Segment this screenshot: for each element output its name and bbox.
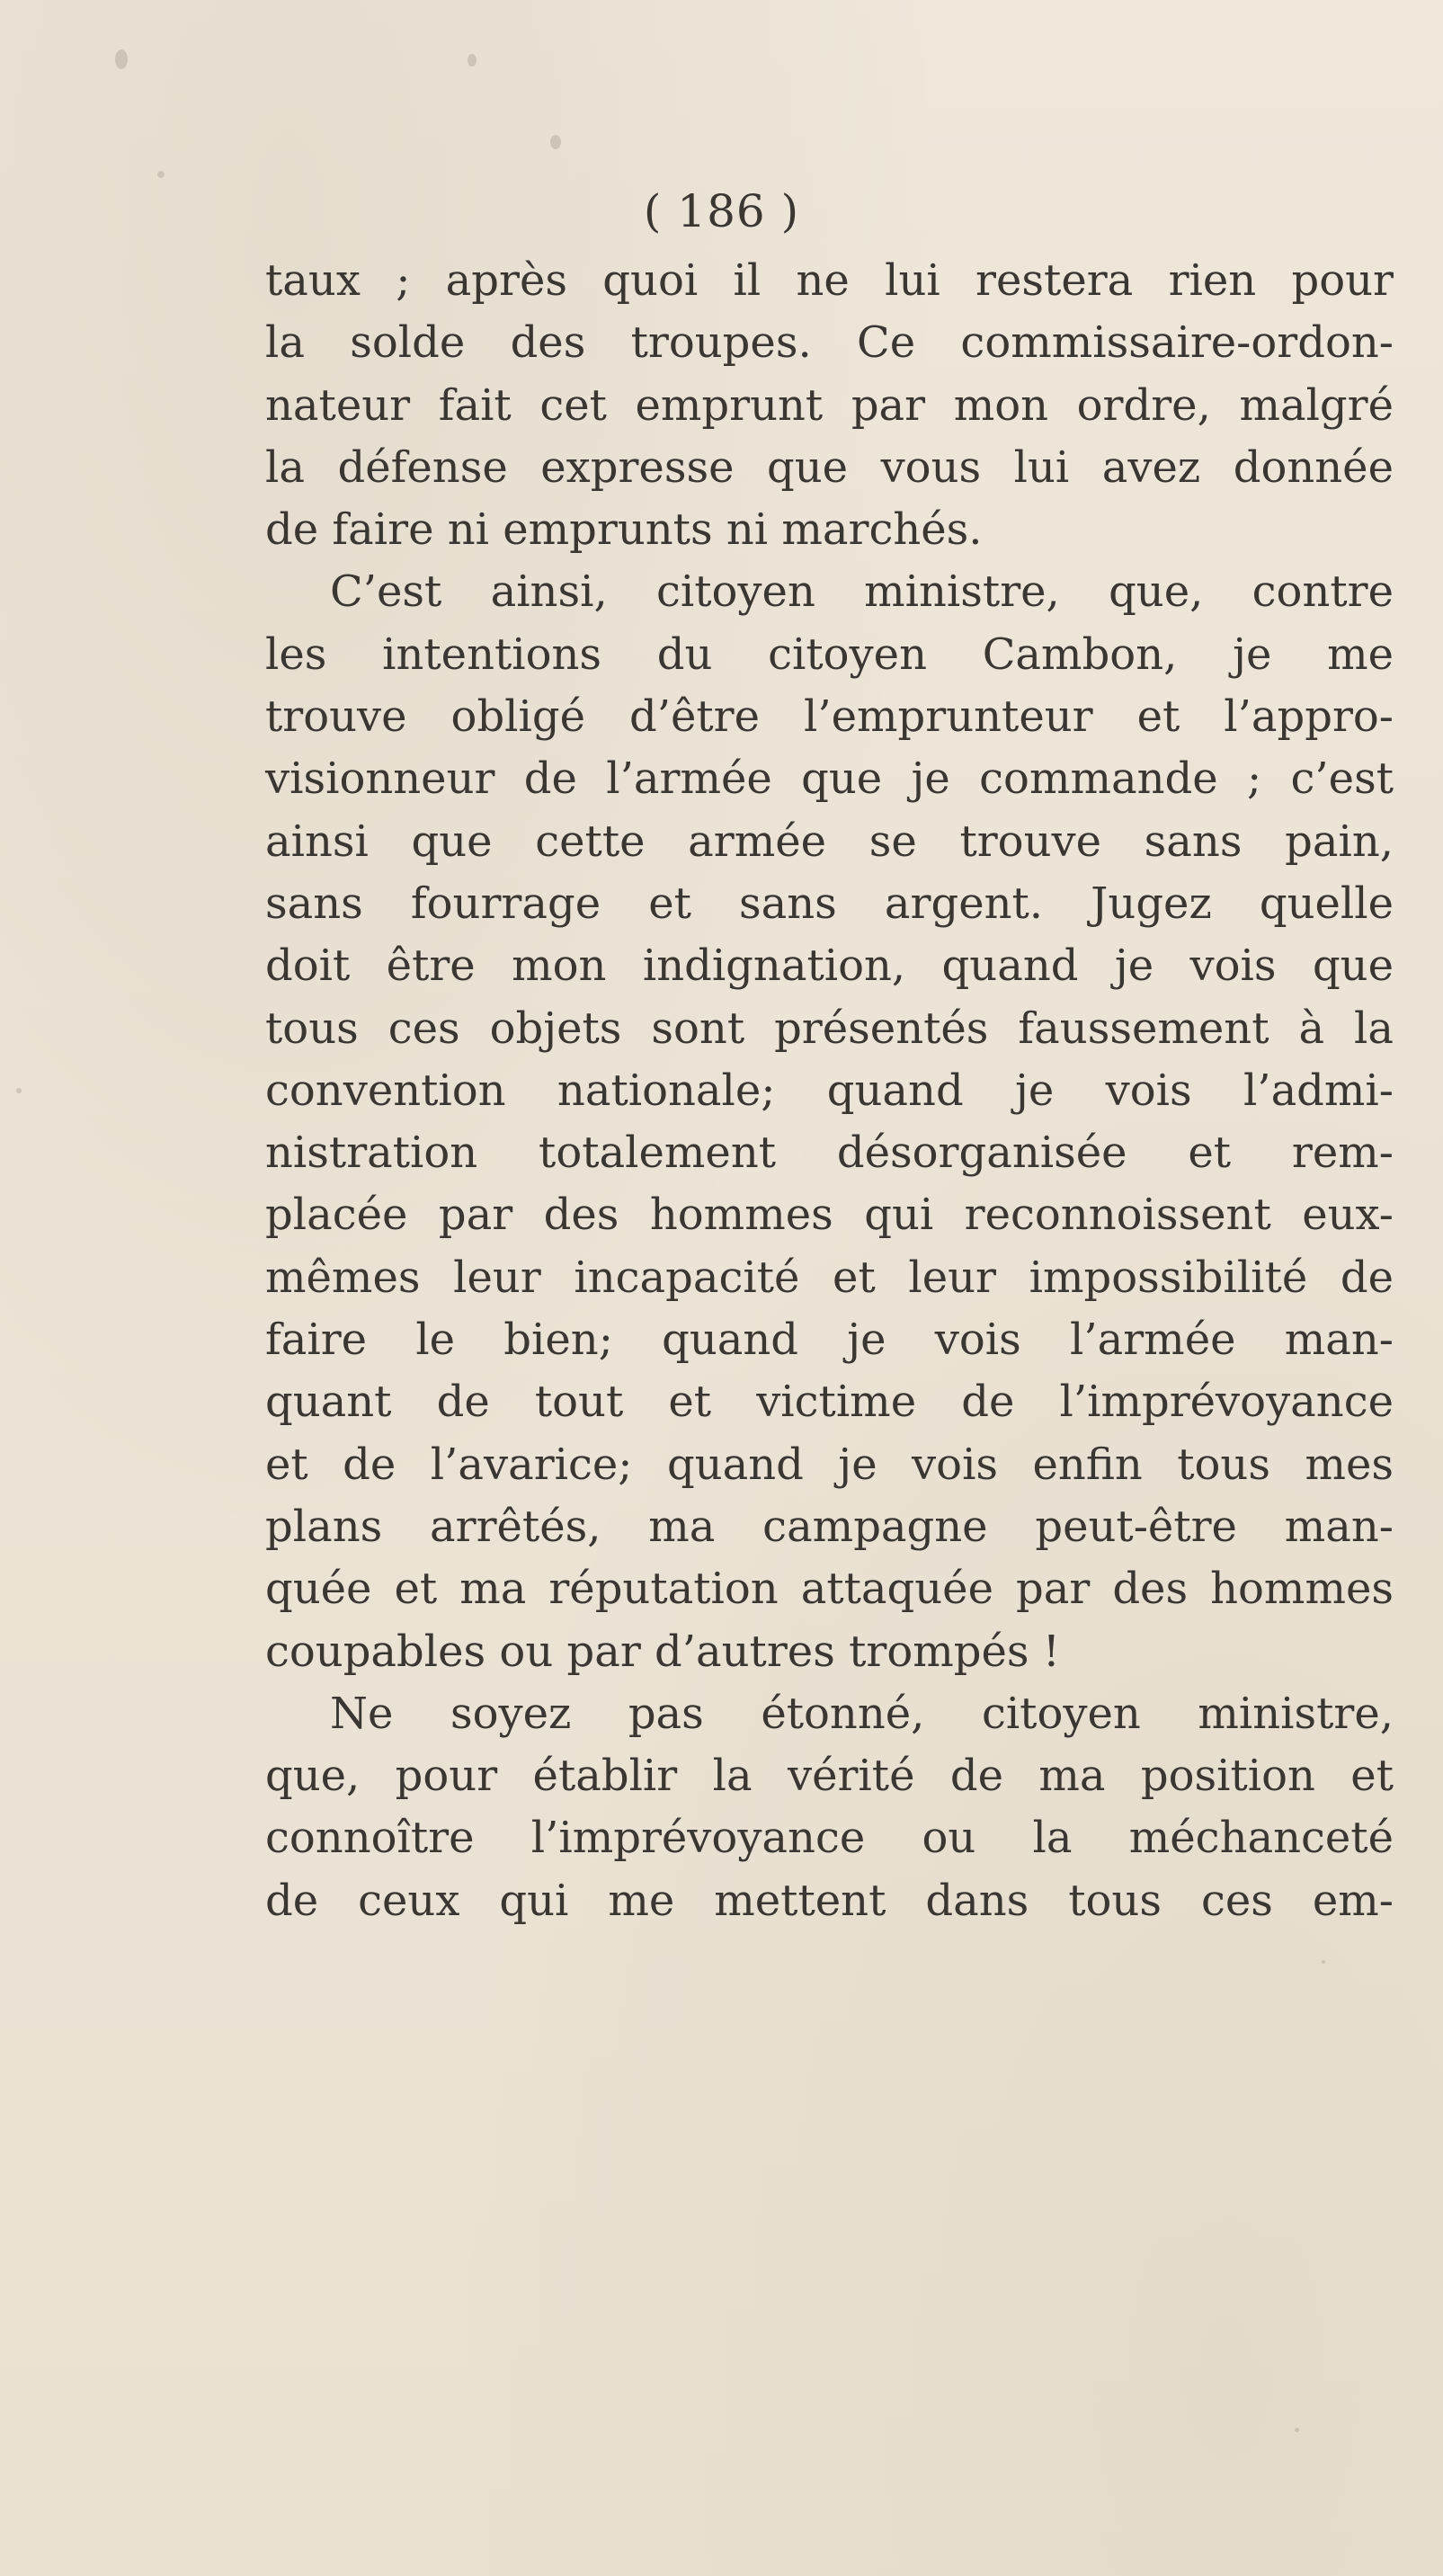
text-line: ainsi que cette armée se trouve sans pain, <box>265 816 1394 867</box>
text-line: la solde des troupes. Ce commissaire-ordon- <box>265 317 1394 369</box>
page-number: ( 186 ) <box>643 185 800 237</box>
body-text <box>265 250 1394 1932</box>
text-line: de faire ni emprunts ni marchés. <box>265 504 983 556</box>
text-line: et de l’avarice; quand je vois enfin tous mes <box>265 1439 1394 1490</box>
text-line: trouve obligé d’être l’emprunteur et l’appro- <box>265 691 1394 743</box>
text-line: C’est ainsi, citoyen ministre, que, contre <box>330 566 1394 618</box>
text-line: quant de tout et victime de l’imprévoyance <box>265 1377 1394 1428</box>
text-line: doit être mon indignation, quand je vois que <box>265 940 1394 992</box>
paper-speck <box>1322 1960 1325 1964</box>
text-line: les intentions du citoyen Cambon, je me <box>265 628 1394 680</box>
text-line: nateur fait cet emprunt par mon ordre, malgré <box>265 379 1394 431</box>
text-line: taux ; après quoi il ne lui restera rien pour <box>265 255 1394 306</box>
text-line: tous ces objets sont présentés faussement à la <box>265 1003 1394 1054</box>
text-line: la défense expresse que vous lui avez donnée <box>265 441 1394 493</box>
paper-speck <box>1295 2428 1299 2432</box>
text-line: convention nationale; quand je vois l’admi- <box>265 1065 1394 1116</box>
paper-speck <box>468 54 477 67</box>
text-line: mêmes leur incapacité et leur impossibilité de <box>265 1252 1394 1303</box>
text-line: visionneur de l’armée que je commande ; c’est <box>265 753 1394 805</box>
text-line: de ceux qui me mettent dans tous ces em- <box>265 1875 1394 1926</box>
paper-speck <box>115 49 128 69</box>
text-line: Ne soyez pas étonné, citoyen ministre, <box>330 1688 1394 1739</box>
text-line: connoître l’imprévoyance ou la méchanceté <box>265 1813 1394 1864</box>
text-line: nistration totalement désorganisée et rem- <box>265 1128 1394 1179</box>
paper-speck <box>157 171 165 178</box>
paper-speck <box>16 1088 22 1093</box>
text-line: que, pour établir la vérité de ma position et <box>265 1751 1394 1802</box>
text-line: faire le bien; quand je vois l’armée man- <box>265 1315 1394 1366</box>
text-line: coupables ou par d’autres trompés ! <box>265 1626 1061 1677</box>
text-line: plans arrêtés, ma campagne peut-être man- <box>265 1501 1394 1552</box>
paper-speck <box>550 135 561 149</box>
text-line: sans fourrage et sans argent. Jugez quelle <box>265 878 1394 929</box>
text-line: quée et ma réputation attaquée par des hommes <box>265 1564 1394 1615</box>
text-line: placée par des hommes qui reconnoissent eux- <box>265 1190 1394 1241</box>
